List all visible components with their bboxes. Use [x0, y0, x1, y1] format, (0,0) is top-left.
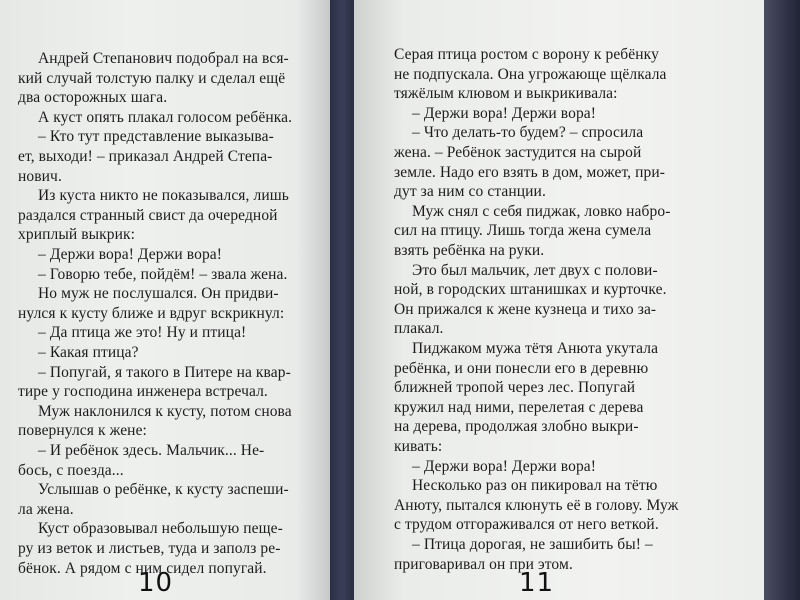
text-line: Пиджаком мужа тётя Анюта укутала — [412, 340, 659, 357]
text-line: ближней тропой через лес. Попугай — [394, 379, 636, 397]
text-line: А куст опять плакал голосом ребёнка. — [38, 108, 293, 126]
text-line: дут за ним со станции. — [394, 183, 546, 201]
text-line: взять ребёнка на руки. — [394, 242, 545, 259]
text-line: тире у господина инженера встречал. — [18, 383, 268, 401]
text-line: Но муж не послушался. Он придви- — [38, 285, 279, 303]
text-line: хриплый выкрик: — [18, 226, 136, 244]
text-line: – И ребёнок здесь. Мальчик... Не- — [38, 442, 265, 459]
text-line: Он прижался к жене кузнеца и тихо за- — [394, 300, 657, 318]
text-line: ла жена. — [18, 500, 74, 518]
left-page-text — [0, 0, 330, 600]
book-gutter — [330, 0, 354, 600]
left-page-number: 10 — [138, 568, 174, 598]
text-line: Серая птица ростом с ворону к ребёнку — [394, 46, 659, 63]
text-line: кружил над ними, перелетая с дерева — [394, 398, 644, 416]
text-line: Услышав о ребёнке, к кусту заспеши- — [38, 481, 289, 499]
text-line: бось, с поезда... — [18, 461, 124, 479]
text-line: – Какая птица? — [38, 344, 139, 361]
text-line: кий случай толстую палку и сделал ещё — [18, 69, 286, 87]
text-line: – Да птица же это! Ну и птица! — [38, 324, 247, 342]
right-page — [354, 0, 764, 600]
text-line: – Говорю тебе, пойдём! – звала жена. — [38, 265, 288, 283]
text-line: плакал. — [394, 320, 444, 338]
text-line: на дерева, продолжая злобно выкри- — [394, 418, 639, 436]
text-line: ру из веток и листьев, туда и заполз ре- — [18, 540, 281, 557]
text-line: повернулся к жене: — [18, 422, 147, 440]
text-line: приговаривал он при этом. — [394, 555, 573, 573]
text-line: Куст образовывал небольшую пеще- — [38, 520, 283, 538]
text-line: Несколько раз он пикировал на тётю — [412, 477, 658, 495]
text-line: нович. — [18, 167, 62, 185]
text-line: Из куста никто не показывался, лишь — [38, 187, 289, 205]
text-line: – Попугай, я такого в Питере на квар- — [38, 363, 291, 381]
text-line: Анюту, пытался клюнуть её в голову. Муж — [394, 496, 679, 514]
text-line: тяжёлым клювом и выкрикивала: — [394, 85, 618, 103]
text-line: не подпускала. Она угрожающе щёлкала — [394, 65, 667, 83]
book-cover-edge — [764, 0, 800, 600]
text-line: с трудом отгораживался от него веткой. — [394, 516, 659, 534]
text-line: нулся к кусту ближе и вдруг вскрикнул: — [18, 304, 285, 322]
text-line: – Птица дорогая, не зашибить бы! – — [412, 536, 653, 553]
text-line: Муж наклонился к кусту, потом снова — [38, 402, 292, 420]
text-line: два осторожных шага. — [18, 89, 168, 107]
text-line: – Держи вора! Держи вора! — [38, 246, 223, 263]
text-line: бёнок. А рядом с ним сидел попугай. — [18, 559, 267, 577]
text-line: – Держи вора! Держи вора! — [412, 457, 597, 475]
text-line: раздался странный свист да очередной — [18, 206, 278, 224]
left-page — [0, 0, 330, 600]
text-line: сил на птицу. Лишь тогда жена сумела — [394, 222, 652, 240]
text-line: – Кто тут представление выказыва- — [38, 128, 274, 146]
text-line: – Что делать-то будем? – спросила — [412, 124, 644, 142]
right-page-number: 11 — [519, 568, 555, 598]
text-line: ребёнка, и они понесли его в деревню — [394, 359, 649, 377]
text-line: земле. Надо его взять в дом, может, при- — [394, 163, 666, 181]
text-line: Это был мальчик, лет двух с полови- — [412, 261, 658, 279]
text-line: ной, в городских штанишках и курточке. — [394, 281, 667, 299]
text-line: Муж снял с себя пиджак, ловко набро- — [412, 202, 671, 220]
text-line: Андрей Степанович подобрал на вся- — [38, 50, 289, 67]
text-line: кивать: — [394, 438, 443, 455]
text-line: ет, выходи! – приказал Андрей Степа- — [18, 148, 273, 165]
right-page-text — [354, 0, 764, 600]
text-line: – Держи вора! Держи вора! — [412, 104, 597, 122]
text-line: жена. – Ребёнок застудится на сырой — [394, 144, 642, 161]
